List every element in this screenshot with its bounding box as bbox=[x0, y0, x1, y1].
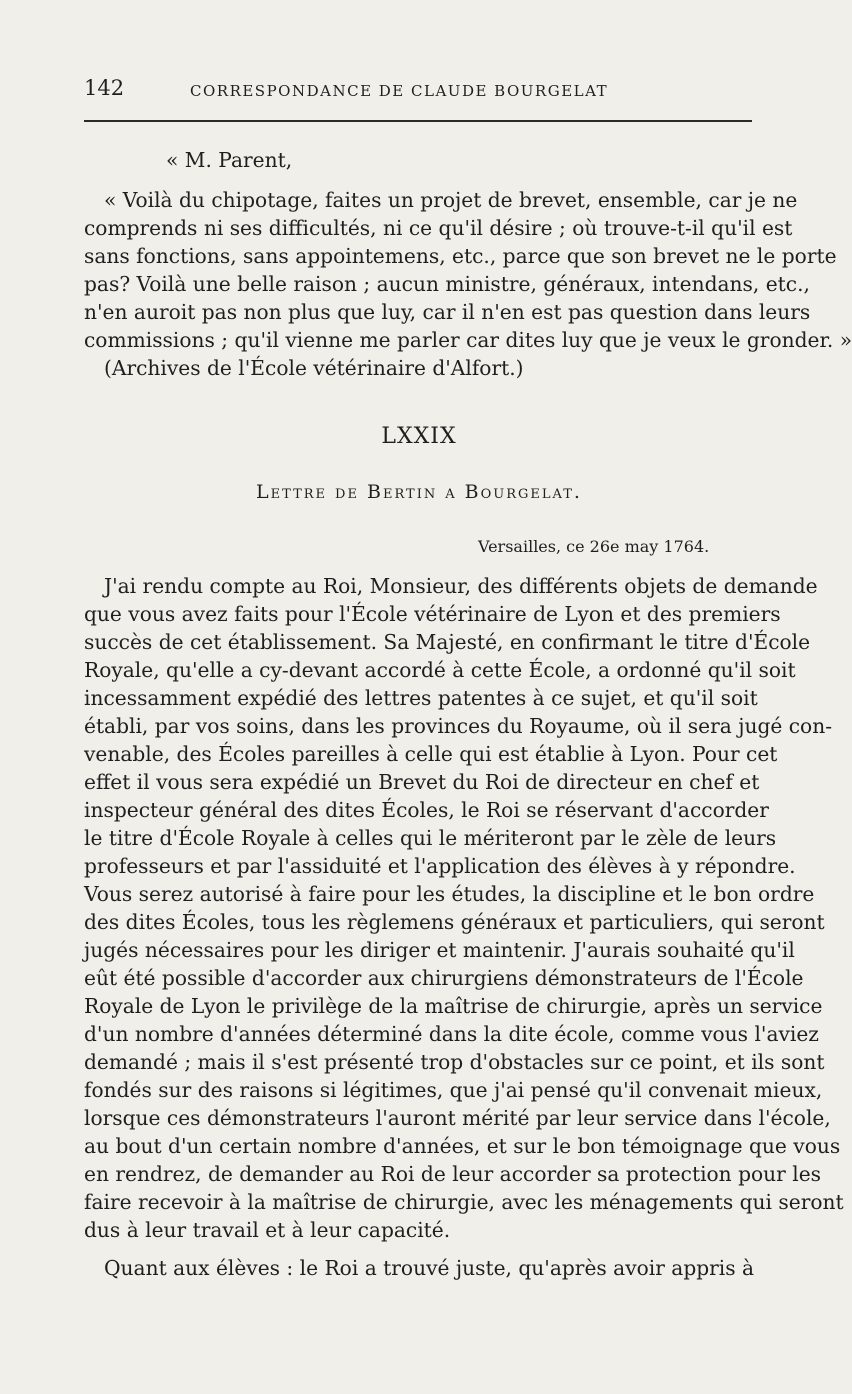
letter-line: au bout d'un certain nombre d'années, et sur le bon témoignage que vous bbox=[84, 1134, 841, 1158]
letter-line: effet il vous sera expédié un Brevet du Roi de directeur en chef et bbox=[84, 770, 760, 794]
note-line: comprends ni ses difficultés, ni ce qu'il désire ; où trouve-t-il qu'il est bbox=[84, 216, 793, 240]
letter-line: inspecteur général des dites Écoles, le Roi se réservant d'accorder bbox=[84, 798, 769, 822]
salutation: « M. Parent, bbox=[166, 148, 293, 172]
letter-line: eût été possible d'accorder aux chirurgiens démonstrateurs de l'École bbox=[84, 966, 804, 990]
letter-line: incessamment expédié des lettres patentes à ce sujet, et qu'il soit bbox=[84, 686, 758, 710]
letter-line: J'ai rendu compte au Roi, Monsieur, des différents objets de demande bbox=[104, 574, 818, 598]
letter-line: des dites Écoles, tous les règlemens généraux et particuliers, qui seront bbox=[84, 910, 825, 934]
letter-line: lorsque ces démonstrateurs l'auront mérité par leur service dans l'école, bbox=[84, 1106, 831, 1130]
dateline: Versailles, ce 26e may 1764. bbox=[478, 537, 710, 556]
letter-line: fondés sur des raisons si légitimes, que j'ai pensé qu'il convenait mieux, bbox=[84, 1078, 823, 1102]
running-head: CORRESPONDANCE DE CLAUDE BOURGELAT bbox=[190, 82, 609, 100]
page-number: 142 bbox=[84, 76, 125, 100]
letter-line: demandé ; mais il s'est présenté trop d'obstacles sur ce point, et ils sont bbox=[84, 1050, 825, 1074]
letter-line: Royale, qu'elle a cy-devant accordé à cette École, a ordonné qu'il soit bbox=[84, 658, 796, 682]
letter-line: établi, par vos soins, dans les provinces du Royaume, où il sera jugé con- bbox=[84, 714, 833, 738]
note-line: commissions ; qu'il vienne me parler car dites luy que je veux le gronder. » bbox=[84, 328, 852, 352]
letter-line: venable, des Écoles pareilles à celle qui est établie à Lyon. Pour cet bbox=[84, 742, 778, 766]
note-line: « Voilà du chipotage, faites un projet de brevet, ensemble, car je ne bbox=[104, 188, 798, 212]
letter-title: Lettre de Bertin a Bourgelat. bbox=[256, 481, 582, 503]
header-rule bbox=[84, 120, 752, 122]
letter-line: jugés nécessaires pour les diriger et maintenir. J'aurais souhaité qu'il bbox=[84, 938, 795, 962]
page-header bbox=[84, 74, 754, 104]
note-line: sans fonctions, sans appointemens, etc., parce que son brevet ne le porte bbox=[84, 244, 837, 268]
note-line: n'en auroit pas non plus que luy, car il n'en est pas question dans leurs bbox=[84, 300, 811, 324]
letter-line: en rendrez, de demander au Roi de leur accorder sa protection pour les bbox=[84, 1162, 822, 1186]
note-line: pas? Voilà une belle raison ; aucun ministre, généraux, intendans, etc., bbox=[84, 272, 810, 296]
letter-line: le titre d'École Royale à celles qui le mériteront par le zèle de leurs bbox=[84, 826, 777, 850]
letter-line: que vous avez faits pour l'École vétérinaire de Lyon et des premiers bbox=[84, 602, 781, 626]
letter-number: LXXIX bbox=[381, 424, 457, 449]
letter-line: Royale de Lyon le privilège de la maîtrise de chirurgie, après un service bbox=[84, 994, 823, 1018]
letter-line: Quant aux élèves : le Roi a trouvé juste, qu'après avoir appris à bbox=[104, 1256, 755, 1280]
letter-line: Vous serez autorisé à faire pour les études, la discipline et le bon ordre bbox=[84, 882, 815, 906]
letter-line: d'un nombre d'années déterminé dans la dite école, comme vous l'aviez bbox=[84, 1022, 819, 1046]
letter-line: faire recevoir à la maîtrise de chirurgie, avec les ménagements qui seront bbox=[84, 1190, 844, 1214]
letter-line: dus à leur travail et à leur capacité. bbox=[84, 1218, 451, 1242]
archive-source: (Archives de l'École vétérinaire d'Alfort.) bbox=[104, 356, 524, 380]
letter-line: professeurs et par l'assiduité et l'application des élèves à y répondre. bbox=[84, 854, 796, 878]
letter-line: succès de cet établissement. Sa Majesté, en confirmant le titre d'École bbox=[84, 630, 811, 654]
